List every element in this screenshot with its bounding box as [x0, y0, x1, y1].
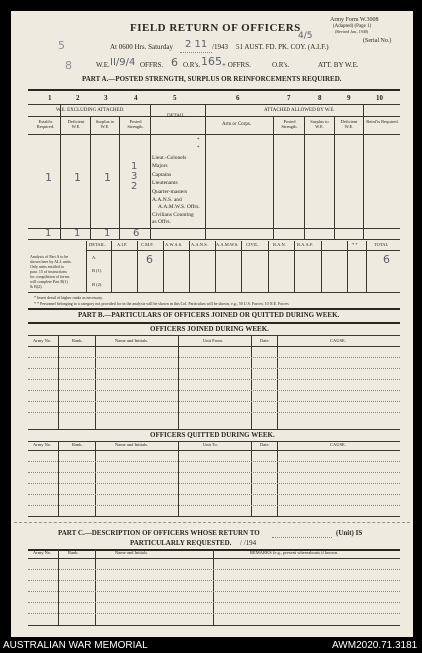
analysis-row-b1: B (1): [92, 268, 102, 273]
detail-row-aans: A.A.N.S. and: [152, 197, 182, 203]
col-num-7: 7: [287, 94, 291, 102]
analysis-h-detail: DETAIL.: [89, 242, 107, 247]
quitted-title: OFFICERS QUITTED DURING WEEK.: [150, 431, 275, 439]
part-c-line1: PART C.—DESCRIPTION OF OFFICERS WHOSE RETURN TO: [58, 529, 260, 537]
col-header-8: Surplus to W.E.: [310, 119, 329, 130]
part-c-bottom-rule: [28, 625, 400, 626]
analysis-row-b2: B (2): [92, 282, 102, 287]
analysis-sep-10: [347, 241, 348, 292]
serial-no: (Serial No.): [363, 38, 392, 44]
part-c-row-5: [28, 613, 400, 614]
joined-row-3: [28, 379, 400, 380]
part-c-row-3: [28, 591, 400, 592]
part-b-title-rule: [28, 322, 400, 324]
analysis-sep-7: [268, 241, 269, 292]
analysis-sep-9: [321, 241, 322, 292]
detail-row-civilians: Civilians Counting: [152, 212, 194, 218]
col-sep-2: [90, 116, 91, 239]
col-sep-3: [119, 116, 120, 239]
col-num-8: 8: [318, 94, 322, 102]
joined-sep-4: [251, 335, 252, 429]
offrs2-label: + OFFRS.: [222, 61, 251, 69]
form-ref-line1: Army Form W.3008: [330, 17, 379, 23]
col-sep-5: [205, 104, 206, 239]
we-label: W.E.: [96, 61, 110, 69]
col-num-6: 6: [236, 94, 240, 102]
analysis-sep-4: [189, 241, 190, 292]
joined-title: OFFICERS JOINED DURING WEEK.: [150, 325, 269, 333]
hw-posted-3: 2: [131, 181, 138, 192]
margin-number-1: 5: [58, 39, 65, 52]
col-header-2: Deficient W.E.: [67, 119, 85, 130]
table-colnum-rule: [28, 104, 400, 105]
fold-line: [14, 522, 410, 523]
offrs-label: OFFRS.: [140, 61, 164, 69]
hw-posted-2: 3: [131, 171, 138, 182]
att-label: ATT. BY W.E.: [318, 61, 359, 69]
joined-sep-3: [178, 335, 179, 429]
col-header-3: Surplus to W.E.: [95, 119, 115, 130]
joined-row-4: [28, 390, 400, 391]
analysis-h-ran: R.A.N.: [273, 242, 286, 247]
quitted-col-name: Name and Initials.: [115, 442, 149, 447]
quitted-row-5: [28, 505, 400, 506]
joined-col-army-no: Army No.: [33, 338, 52, 343]
col-num-10: 10: [376, 94, 383, 102]
analysis-sep-8: [294, 241, 295, 292]
analysis-row-a: A.: [92, 255, 97, 260]
hw-analysis-aif: 6: [146, 253, 153, 266]
quitted-row-1: [28, 461, 400, 462]
hw-total-surplus: 1: [104, 228, 111, 239]
part-c-header-rule: [28, 558, 400, 559]
quitted-col-cause: CAUSE.: [330, 442, 346, 447]
att-allowed-header: ATTACHED ALLOWED BY W.E.: [264, 108, 335, 113]
margin-number-2: 8: [65, 59, 72, 72]
analysis-h-aans: A.A.N.S.: [191, 242, 208, 247]
analysis-sep-5: [215, 241, 216, 292]
joined-col-date: Date.: [260, 338, 270, 343]
joined-col-rank: Rank.: [72, 338, 83, 343]
analysis-h-aif: A.I.F.: [117, 242, 128, 247]
joined-row-5: [28, 401, 400, 402]
quitted-bottom-rule: [28, 516, 400, 517]
col-header-9: Deficient W.E.: [340, 119, 358, 130]
col-num-3: 3: [104, 94, 108, 102]
hw-analysis-total: 6: [383, 253, 390, 266]
form-ref-line2: (Adapted) (Page 1): [333, 24, 372, 29]
form-ref-line3: (Revised Jun., 1940): [335, 29, 369, 34]
detail-row-lieut-colonels: Lieut.-Colonels: [152, 155, 187, 161]
hw-total-estab: 1: [45, 228, 52, 239]
detail-row-as-offrs: as Offrs.: [152, 219, 171, 225]
joined-row-1: [28, 357, 400, 358]
hw-surplus: 1: [104, 171, 111, 184]
footnote-2: * * Personnel belonging to a category not provided for in the analysis will be shown in this Col. Particulars will be shown, e.g., 50 U.S. Forces; 10 N.E. Forces: [34, 301, 289, 306]
part-c-top-rule: [28, 549, 400, 551]
joined-row-2: [28, 368, 400, 369]
joined-header-rule: [28, 346, 400, 347]
col-sep-7: [304, 116, 305, 239]
table-total-rule: [28, 228, 400, 229]
analysis-sep-1: [111, 241, 112, 292]
col-header-10: Reinf'ts Required.: [366, 119, 399, 124]
analysis-note: Analysis of Part A to be shown here by ALL units. Only units entitled to para. 15 of instructions for compilation of forms will complete Part B(1) & B(2).: [30, 254, 72, 289]
detail-row-aamws: A.A.M.W.S. Offrs.: [158, 204, 200, 210]
ors-value: 165: [201, 55, 222, 68]
hw-deficient: 1: [74, 171, 81, 184]
col-sep-9: [363, 104, 364, 239]
col-header-6: Arm or Corps.: [222, 122, 252, 127]
col-header-7: Posted Strength.: [281, 119, 298, 130]
archive-id: AWM2020.71.3181: [332, 640, 418, 651]
part-c-unit: (Unit) IS: [336, 529, 363, 537]
unit-handwritten: 4/5: [298, 31, 313, 41]
col-num-4: 4: [134, 94, 138, 102]
part-c-line2: PARTICULARLY REQUESTED.: [130, 539, 232, 547]
analysis-h-civil: CIVIL.: [246, 242, 260, 247]
table-header-rule: [28, 134, 400, 135]
analysis-h-other: * *: [352, 242, 358, 247]
col-sep-1: [60, 104, 61, 239]
quitted-row-2: [28, 472, 400, 473]
quitted-row-3: [28, 483, 400, 484]
hw-total-deficient: 1: [74, 228, 81, 239]
analysis-sep-6: [241, 241, 242, 292]
quitted-col-unit-to: Unit To.: [203, 442, 218, 447]
unit-printed: 51 AUST. FD. PK. COY. (A.I.F.): [236, 43, 329, 51]
joined-bottom-rule: [28, 429, 400, 430]
col-num-1: 1: [48, 94, 52, 102]
table-bottom-rule: [28, 239, 400, 240]
part-c-col-rank: Rank.: [68, 550, 79, 555]
analysis-h-aamws: A.A.M.W.S.: [216, 242, 239, 247]
detail-row-majors: Majors: [152, 163, 168, 169]
joined-sep-2: [95, 335, 96, 429]
offrs-value: 6: [171, 56, 178, 69]
col-num-9: 9: [347, 94, 351, 102]
analysis-sep-2: [137, 241, 138, 292]
joined-row-6: [28, 412, 400, 413]
quitted-header-rule: [28, 450, 400, 451]
footnote-1: * Insert detail of higher ranks as necessary.: [34, 295, 103, 300]
col-num-2: 2: [76, 94, 80, 102]
part-c-col-name: Name and Initials.: [115, 550, 149, 555]
analysis-sep-3: [163, 241, 164, 292]
archive-caption-bar: [0, 637, 422, 653]
part-c-date: / /194: [240, 539, 257, 547]
part-c-col-remarks: REMARKS (e.g., present whereabouts if known.: [250, 550, 339, 555]
analysis-h-total: TOTAL: [374, 242, 389, 247]
at-date-line: [180, 52, 212, 53]
col-header-5: DETAIL.: [167, 114, 186, 119]
joined-title-rule: [28, 335, 400, 336]
quitted-row-4: [28, 494, 400, 495]
detail-row-quarter-masters: Quarter-masters: [152, 189, 188, 195]
analysis-bottom-rule: [28, 292, 400, 293]
analysis-h-awas: A.W.A.S.: [165, 242, 183, 247]
analysis-header-rule: [86, 250, 400, 251]
quitted-col-rank: Rank.: [72, 442, 83, 447]
joined-col-cause: CAUSE.: [330, 338, 346, 343]
archive-name: AUSTRALIAN WAR MEMORIAL: [3, 640, 148, 651]
part-c-unit-line: [272, 537, 332, 538]
ors-label: O.R's.: [183, 61, 201, 69]
col-sep-6: [273, 116, 274, 239]
detail-row-captains: Captains: [152, 172, 172, 178]
at-label: At 0600 Hrs. Saturday: [110, 43, 173, 51]
table-group-rule: [28, 116, 400, 117]
part-c-row-2: [28, 580, 400, 581]
col-header-1: Estab'ts Required.: [36, 119, 55, 130]
detail-star-1: *: [197, 138, 200, 143]
col-num-5: 5: [173, 94, 177, 102]
quitted-col-date: Date.: [260, 442, 270, 447]
hw-posted-1: 1: [131, 161, 138, 172]
joined-sep-5: [277, 335, 278, 429]
joined-sep-1: [58, 335, 59, 429]
part-a-title: PART A.—POSTED STRENGTH, SURPLUS OR REINFORCEMENTS REQUIRED.: [82, 75, 342, 83]
detail-row-lieutenants: Lieutenants: [152, 180, 178, 186]
part-c-col-army-no: Army No.: [33, 550, 52, 555]
analysis-h-cmf: C.M.F.: [141, 242, 154, 247]
table-top-rule: [28, 89, 400, 91]
joined-col-unit-from: Unit From.: [203, 338, 224, 343]
detail-star-2: *: [197, 146, 200, 151]
hw-estab-required: 1: [45, 171, 52, 184]
joined-col-name: Name and Initials.: [115, 338, 149, 343]
analysis-sep-0: [86, 241, 87, 292]
we-value: II/9/4: [110, 57, 136, 68]
quitted-col-army-no: Army No.: [33, 442, 52, 447]
ors2-label: O.R's.: [272, 61, 290, 69]
part-b-top-rule: [28, 308, 400, 310]
analysis-sep-11: [366, 241, 367, 292]
col-sep-4: [150, 104, 151, 239]
we-excl-header: W.E. EXCLUDING ATTACHED.: [56, 108, 125, 113]
part-c-row-4: [28, 602, 400, 603]
col-header-4: Posted Strength.: [127, 119, 144, 130]
page-title: FIELD RETURN OF OFFICERS: [130, 22, 301, 34]
analysis-h-raaf: R.A.A.F.: [297, 242, 314, 247]
part-c-row-1: [28, 569, 400, 570]
part-b-title: PART B.—PARTICULARS OF OFFICERS JOINED OR QUITTED DURING WEEK.: [78, 311, 340, 319]
hw-total-posted: 6: [133, 228, 140, 239]
year: /1943: [212, 43, 228, 51]
at-date: 2 11: [185, 39, 208, 50]
col-sep-8: [334, 116, 335, 239]
